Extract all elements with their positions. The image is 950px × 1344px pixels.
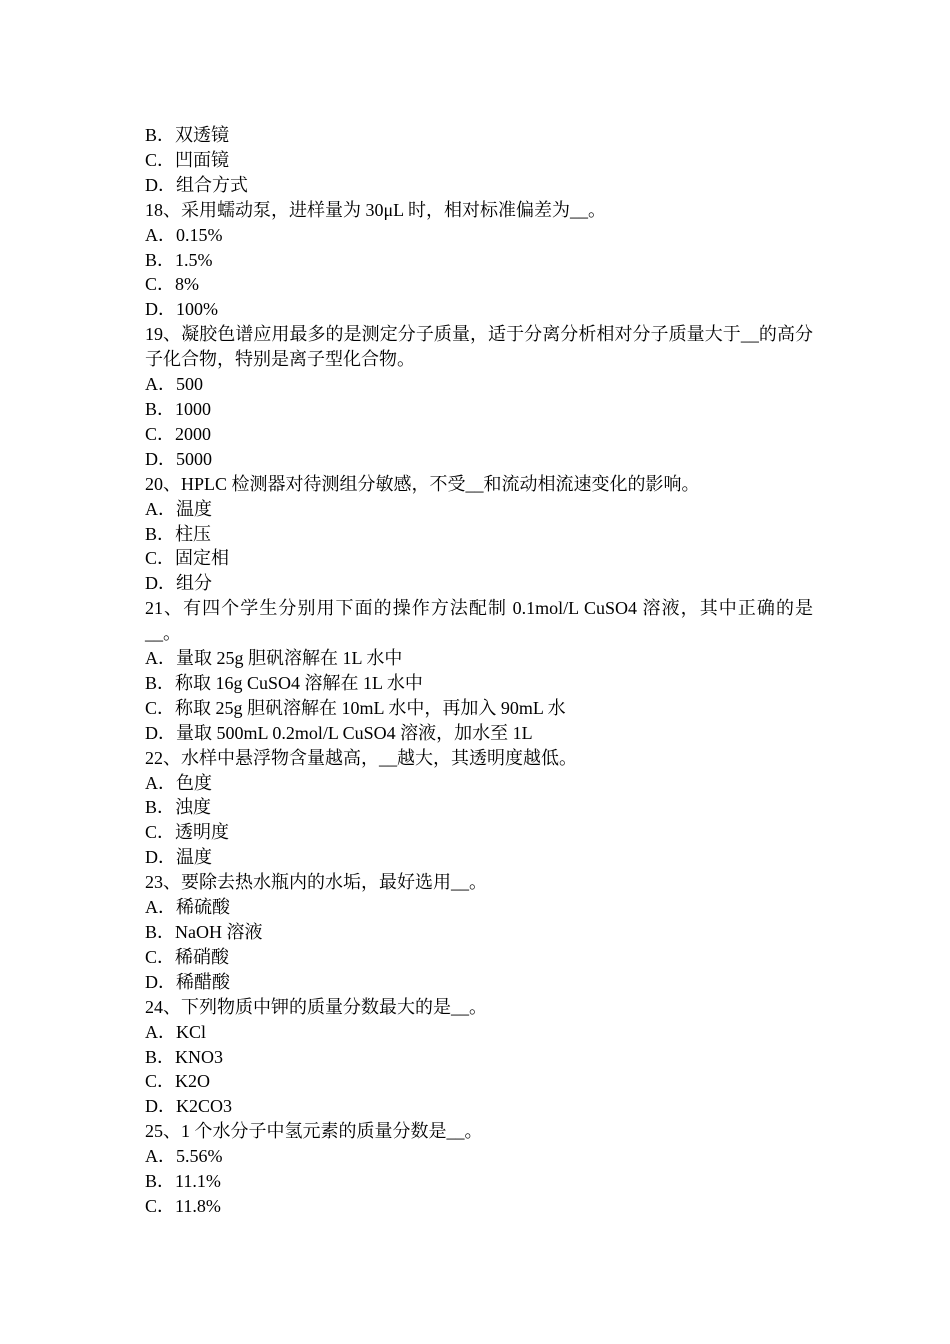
answer-option: B．NaOH 溶液: [145, 922, 263, 942]
answer-option: D．100%: [145, 299, 218, 320]
answer-option: A．温度: [145, 498, 212, 519]
answer-option: D．组合方式: [145, 174, 248, 195]
question-text: 19、凝胶色谱应用最多的是测定分子质量，适于分离分析相对分子质量大于__的高分子化合物，特别是离子型化合物。: [145, 324, 813, 370]
question-text: 25、1 个水分子中氢元素的质量分数是__。: [145, 1121, 483, 1142]
answer-option: B．柱压: [145, 523, 212, 544]
answer-option: B．1.5%: [145, 249, 213, 270]
answer-option: A．0.15%: [145, 224, 223, 245]
answer-option: B．浊度: [145, 797, 212, 818]
answer-option: C．K2O: [145, 1071, 211, 1092]
answer-option: D．稀醋酸: [145, 971, 230, 992]
answer-option: D．组分: [145, 573, 212, 594]
question-text: 24、下列物质中钾的质量分数最大的是__。: [145, 996, 487, 1017]
question-text: 18、采用蠕动泵，进样量为 30μL 时，相对标准偏差为__。: [145, 199, 606, 220]
question-text: 21、有四个学生分别用下面的操作方法配制 0.1mol/L CuSO4 溶液，其中正确的是__。: [145, 598, 813, 644]
answer-option: B．称取 16g CuSO4 溶解在 1L 水中: [145, 672, 423, 693]
question-text: 20、HPLC 检测器对待测组分敏感，不受__和流动相流速变化的影响。: [145, 473, 700, 494]
answer-option: C．固定相: [145, 548, 230, 569]
question-text: 23、要除去热水瓶内的水垢，最好选用__。: [145, 872, 487, 893]
answer-option: B．11.1%: [145, 1171, 221, 1192]
answer-option: C．2000: [145, 423, 212, 444]
answer-option: A．500: [145, 374, 203, 395]
answer-option: C．透明度: [145, 822, 230, 843]
answer-option: B．KNO3: [145, 1046, 224, 1067]
answer-option: D．量取 500mL 0.2mol/L CuSO4 溶液，加水至 1L: [145, 722, 533, 743]
answer-option: D．5000: [145, 448, 212, 469]
answer-option: A．KCl: [145, 1021, 207, 1042]
answer-option: C．称取 25g 胆矾溶解在 10mL 水中，再加入 90mL 水: [145, 697, 566, 718]
answer-option: A．量取 25g 胆矾溶解在 1L 水中: [145, 648, 403, 669]
answer-option: C．11.8%: [145, 1195, 221, 1216]
question-text: 22、水样中悬浮物含量越高，__越大，其透明度越低。: [145, 747, 577, 768]
answer-option: B．1000: [145, 398, 212, 419]
answer-option: C．凹面镜: [145, 149, 230, 170]
answer-option: C．稀硝酸: [145, 946, 230, 967]
answer-option: A．色度: [145, 772, 212, 793]
document-body: [145, 123, 813, 1219]
answer-option: A．稀硫酸: [145, 897, 230, 918]
answer-option: D．温度: [145, 847, 212, 868]
answer-option: A．5.56%: [145, 1146, 223, 1167]
answer-option: C．8%: [145, 274, 199, 295]
answer-option: D．K2CO3: [145, 1096, 233, 1117]
answer-option: B．双透镜: [145, 125, 230, 145]
